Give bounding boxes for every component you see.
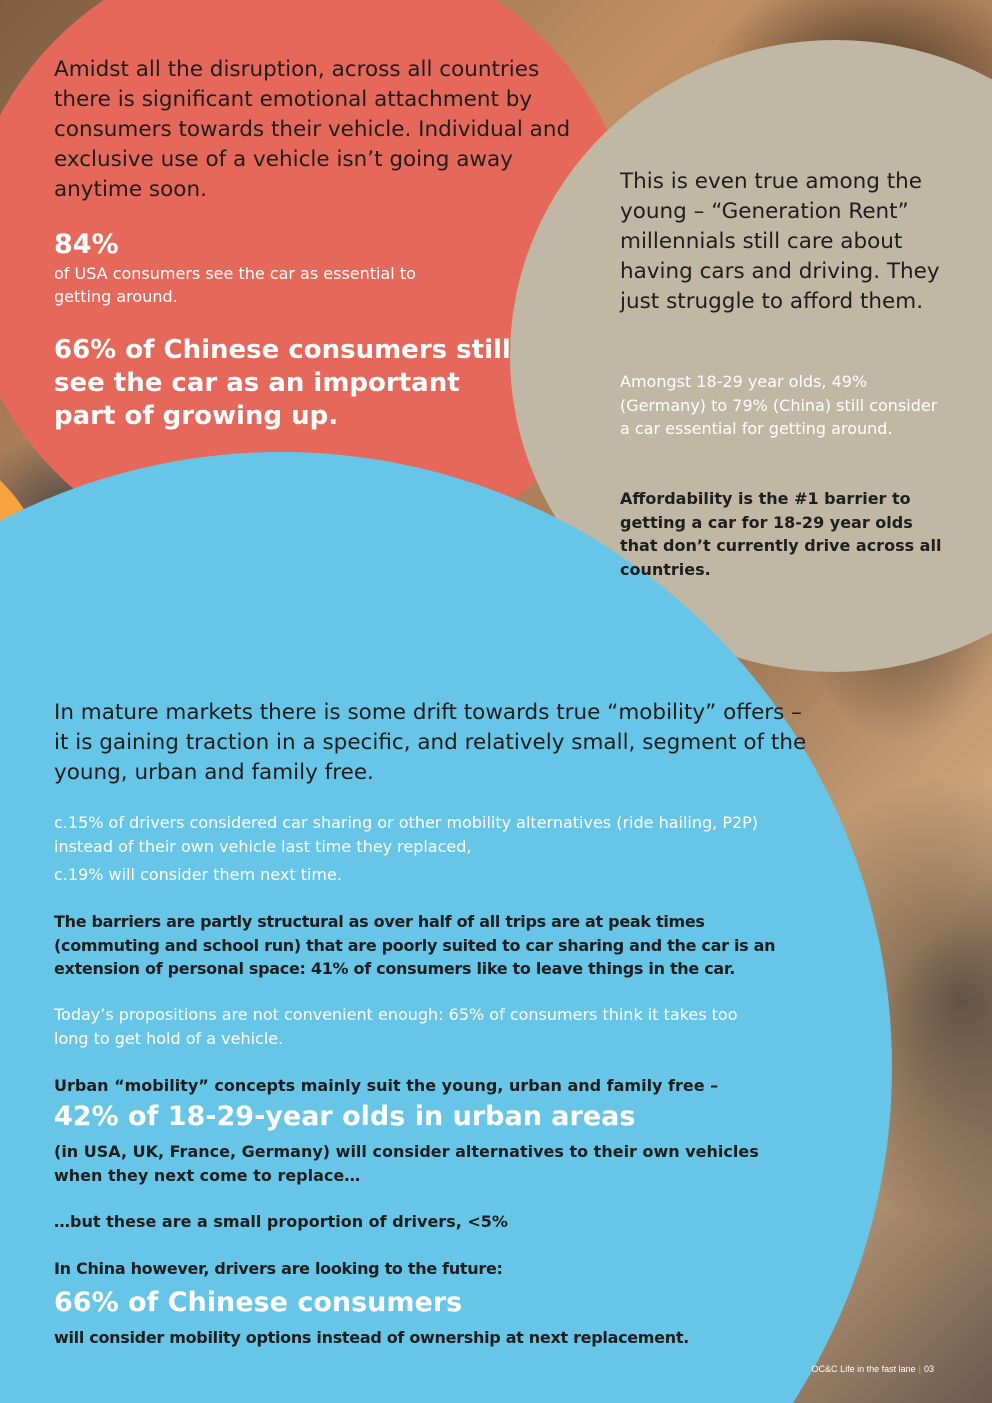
red-intro-paragraph: Amidst all the disruption, across all countries there is significant emotional attachment by consumers towards their vehicle. Individual and exclusive use of a vehicle isn’t going away anytime soon. [54, 57, 571, 202]
footer-title: Life in the fast lane [840, 1364, 916, 1374]
china-mobility-stat: 66% of Chinese consumers [54, 1287, 463, 1318]
footer-brand: OC&C [811, 1364, 838, 1374]
page-number: 03 [923, 1364, 934, 1374]
china-mobility-description: will consider mobility options instead of ownership at next replacement. [54, 1328, 689, 1347]
small-proportion-text: …but these are a small proportion of drivers, <5% [54, 1212, 508, 1231]
usa-stat-value: 84% [54, 229, 119, 260]
urban-young-description: (in USA, UK, France, Germany) will consider alternatives to their own vehicles when they next come to replace… [54, 1142, 759, 1185]
generation-rent-paragraph: This is even true among the young – “Generation Rent” millennials still care about having cars and driving. They just struggle to afford them. [620, 169, 940, 314]
urban-mobility-intro: Urban “mobility” concepts mainly suit the young, urban and family free – [54, 1076, 719, 1095]
structural-barriers-text: The barriers are partly structural as over half of all trips are at peak times (commuting and school run) that are poorly suited to car sharing and the car is an extension of personal space: 41% of consumers like to leave things in the car. [54, 912, 776, 978]
affordability-barrier-text: Affordability is the #1 barrier to getting a car for 18-29 year olds that don’t currently drive across all countries. [620, 489, 942, 579]
page-footer [812, 1364, 934, 1374]
urban-young-stat: 42% of 18-29-year olds in urban areas [54, 1101, 636, 1132]
footer-separator: | [918, 1364, 921, 1374]
china-growing-up-stat: 66% of Chinese consumers still see the car as an important part of growing up. [54, 335, 511, 431]
car-sharing-next-stat: c.19% will consider them next time. [54, 865, 342, 884]
car-sharing-stat: c.15% of drivers considered car sharing or other mobility alternatives (ride hailing, P2P) instead of their own vehicle last time they replaced, [54, 813, 759, 856]
convenience-stat: Today’s propositions are not convenient enough: 65% of consumers think it takes too long to get hold of a vehicle. [54, 1005, 738, 1048]
china-future-intro: In China however, drivers are looking to the future: [54, 1259, 503, 1278]
young-drivers-stat: Amongst 18-29 year olds, 49% (Germany) to 79% (China) still consider a car essential for getting around. [620, 372, 938, 438]
usa-stat-description: of USA consumers see the car as essential to getting around. [54, 264, 416, 306]
mobility-intro-paragraph: In mature markets there is some drift towards true “mobility” offers – it is gaining traction in a specific, and relatively small, segment of the young, urban and family free. [54, 700, 807, 785]
